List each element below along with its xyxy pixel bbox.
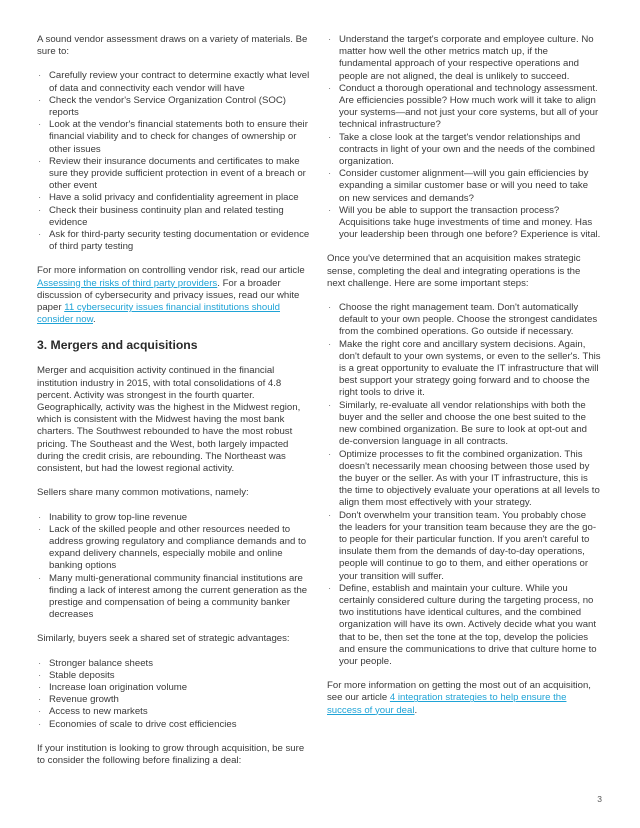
- final-paragraph: [327, 680, 601, 717]
- more-info-text: For more information on controlling vendor risk, read our article: [37, 265, 305, 277]
- right-column: [327, 34, 601, 729]
- final-text: For more information on getting the most out of an acquisition, see our article: [327, 680, 591, 704]
- list-item: · Economies of scale to drive cost efficiencies: [37, 719, 311, 731]
- more-info-text: . For a broader discussion of cybersecurity and privacy issues, read our white paper: [37, 277, 300, 314]
- list-item: · Don't overwhelm your transition team. You probably chose the leaders for your transition team because they are the go-to people for their particular function. If you aren't careful to insulate them from the demands of day-to-day operations, people will continue to go to them, and either operations or your transition will suffer.: [327, 510, 601, 583]
- ma-paragraph: Merger and acquisition activity continued in the financial institution industry in 2015, with total consolidations of 4.8 percent. Activity was strongest in the fourth quarter. Geographically, activity was the highest in the Midwest region, which is consistent with the Midwest having the most bank charters. The Southwest rebounded to have the most robust pricing. The Southeast and the West, both largely impacted during the credit crisis, are rebounding. The Northeast was consistent, but had the lowest regional activity.: [37, 365, 301, 475]
- list-item: · Make the right core and ancillary system decisions. Again, don't default to your own systems, or even to the seller's. This is a great opportunity to evaluate the IT infrastructure that will best support your strategy going forward and to choose the right tools to drive it.: [327, 339, 601, 400]
- list-item: · Choose the right management team. Don't automatically default to your own people. Choose the strongest candidates from the combined operations. Go outside if necessary.: [327, 302, 601, 339]
- list-item: · Consider customer alignment—will you gain efficiencies by expanding a similar customer base or will you need to take on new services and demands?: [327, 168, 601, 205]
- list-item: · Increase loan origination volume: [37, 682, 311, 694]
- list-item: · Carefully review your contract to determine exactly what level of data and connectivity each vendor will have: [37, 70, 311, 94]
- list-item: · Conduct a thorough operational and technology assessment. Are efficiencies possible? How much work will it take to align your systems—and not just your core systems, but all of your technical infrastructure?: [327, 83, 601, 132]
- list-item: · Ask for third-party security testing documentation or evidence of third party testing: [37, 229, 311, 253]
- more-info-paragraph: [37, 265, 311, 326]
- vendor-risk-article-link[interactable]: Assessing the risks of third party providers: [37, 277, 218, 289]
- list-item: · Will you be able to support the transaction process? Acquisitions take huge investments of time and money. Has your leadership been through one before? Experience is vital.: [327, 205, 601, 242]
- left-column: [37, 34, 311, 779]
- deal-considerations-list: [327, 34, 601, 241]
- list-item: · Inability to grow top-line revenue: [37, 512, 311, 524]
- sellers-list: [37, 512, 311, 622]
- closing-paragraph: If your institution is looking to grow through acquisition, be sure to consider the following before finalizing a deal:: [37, 742, 305, 766]
- list-item: · Understand the target's corporate and employee culture. No matter how well the other metrics match up, if the fundamental approach of your respective operations and people are not aligned, the deal is unlikely to succeed.: [327, 34, 601, 83]
- list-item: · Lack of the skilled people and other resources needed to address growing regulatory and compliance demands and to expand delivery channels, especially mobile and online banking options: [37, 524, 311, 573]
- list-item: · Optimize processes to fit the combined organization. This doesn't necessarily mean choosing between those used by the buyer or the seller. As with your IT infrastructure, this is the time to objectively evaluate your operations at all levels to align them most effectively with your strategy.: [327, 449, 601, 510]
- page-number: 3: [597, 794, 602, 804]
- list-item: · Similarly, re-evaluate all vendor relationships with both the buyer and the seller and choose the one best suited to the new combined organization. Be sure to look at opt-out and de-conversion language in all contracts.: [327, 400, 601, 449]
- list-item: · Stable deposits: [37, 670, 311, 682]
- list-item: · Look at the vendor's financial statements both to ensure their financial viability and to check for changes of ownership or other issues: [37, 119, 311, 156]
- list-item: · Have a solid privacy and confidentiality agreement in place: [37, 192, 311, 204]
- cybersecurity-whitepaper-link[interactable]: 11 cybersecurity issues financial institutions should consider now: [37, 302, 280, 326]
- list-item: · Review their insurance documents and certificates to make sure they provide sufficient protection in event of a breach or other event: [37, 156, 311, 193]
- vendor-intro: A sound vendor assessment draws on a variety of materials. Be sure to:: [37, 34, 308, 58]
- list-item: · Stronger balance sheets: [37, 658, 311, 670]
- list-item: · Many multi-generational community financial institutions are finding a lack of interest among the current generation as the prestige and compensation of being a community banker decreases: [37, 573, 311, 622]
- list-item: · Access to new markets: [37, 706, 311, 718]
- list-item: · Define, establish and maintain your culture. While you certainly considered culture during the targeting process, no two institutions have identical cultures, and the combined organization will have its own. Actively decide what you want that to be, then set the tone at the top, develop the policies and ensure the communications to drive that culture home to your people.: [327, 583, 601, 668]
- sellers-intro: Sellers share many common motivations, namely:: [37, 487, 249, 499]
- list-item: · Take a close look at the target's vendor relationships and contracts in light of your own and the needs of the combined organization.: [327, 132, 601, 169]
- integration-steps-list: [327, 302, 601, 668]
- list-item: · Revenue growth: [37, 694, 311, 706]
- list-item: · Check their business continuity plan and related testing evidence: [37, 205, 311, 229]
- integration-strategies-link[interactable]: 4 integration strategies to help ensure the success of your deal: [327, 692, 567, 716]
- buyers-intro: Similarly, buyers seek a shared set of strategic advantages:: [37, 633, 290, 645]
- final-text: .: [414, 704, 418, 716]
- steps-intro: Once you've determined that an acquisition makes strategic sense, completing the deal and integrating operations is the next challenge. Here are some important steps:: [327, 253, 581, 289]
- vendor-assessment-list: [37, 70, 311, 253]
- buyers-list: [37, 658, 311, 731]
- list-item: · Check the vendor's Service Organization Control (SOC) reports: [37, 95, 311, 119]
- section-heading: 3. Mergers and acquisitions: [37, 338, 198, 353]
- more-info-text: .: [93, 314, 96, 326]
